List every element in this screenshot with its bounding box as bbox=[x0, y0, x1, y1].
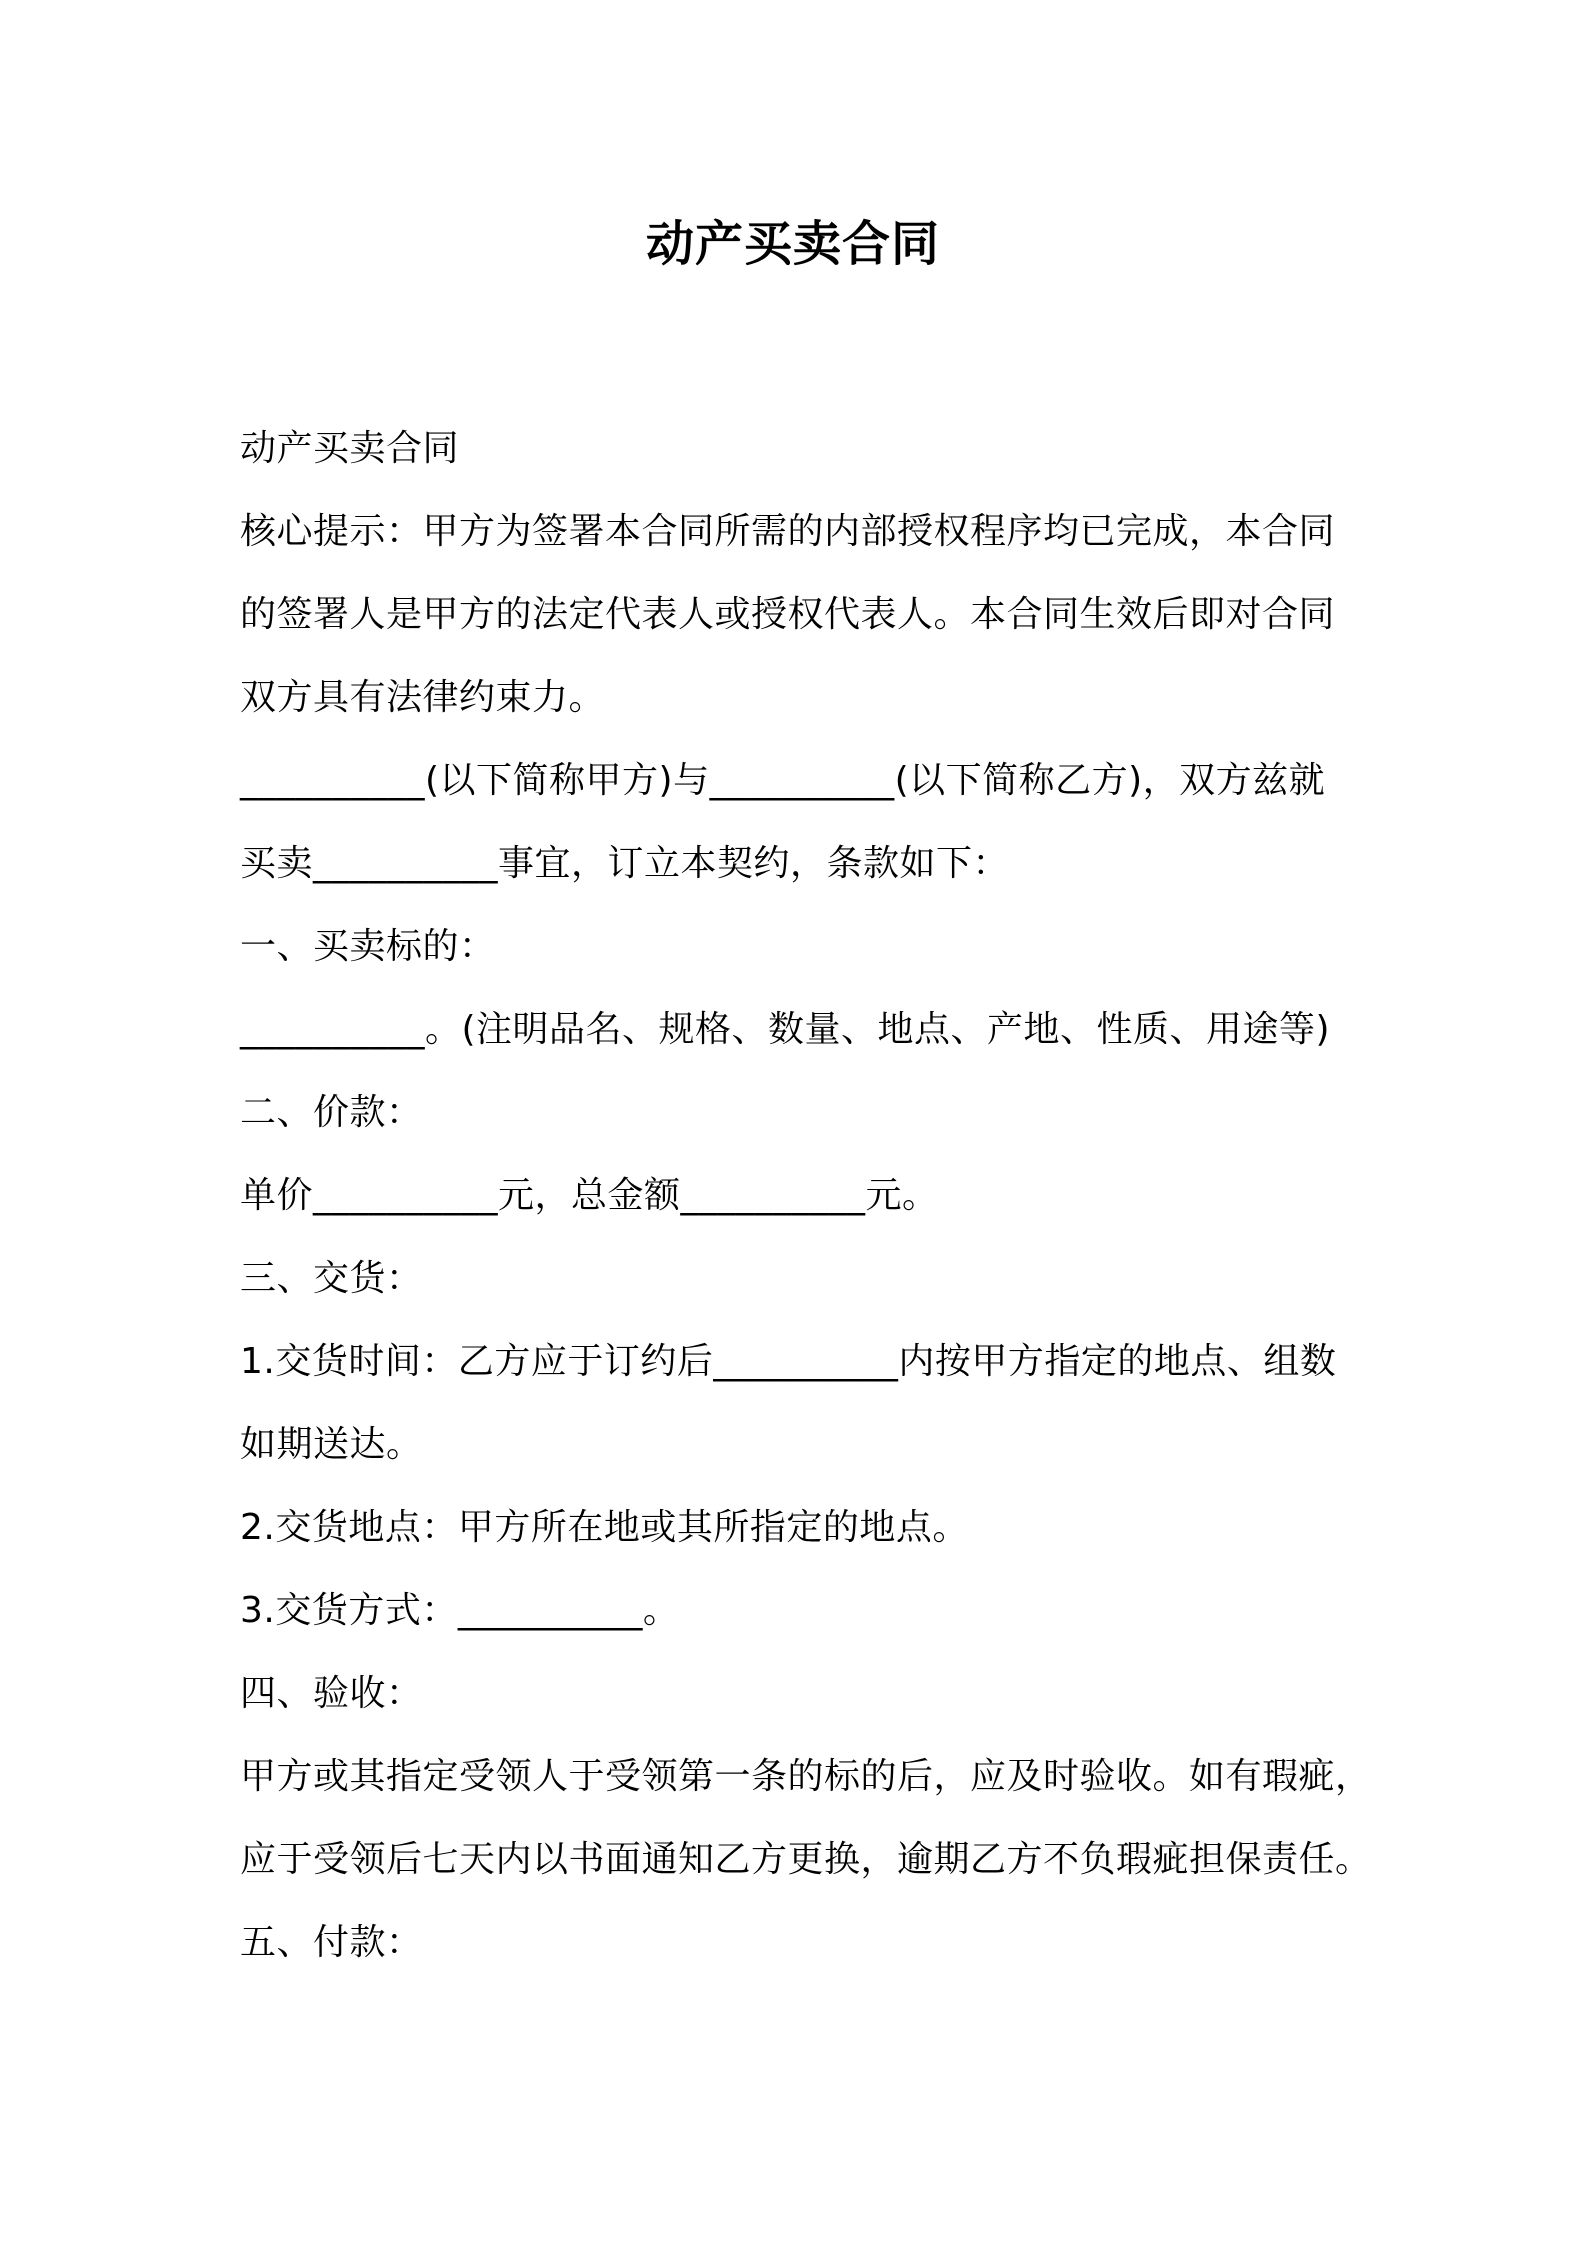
body-line-parties-cont: 买卖__________事宜，订立本契约，条款如下： bbox=[240, 843, 1010, 884]
body-line-inspection: 甲方或其指定受领人于受领第一条的标的后，应及时验收。如有瑕疵， bbox=[240, 1756, 1372, 1797]
body-line-price: 单价__________元，总金额__________元。 bbox=[240, 1175, 939, 1216]
body-line-subject: __________。(注明品名、规格、数量、地点、产地、性质、用途等) bbox=[240, 1009, 1331, 1050]
document-body bbox=[240, 407, 1370, 1984]
body-line-core-tip-cont: 的签署人是甲方的法定代表人或授权代表人。本合同生效后即对合同 bbox=[240, 594, 1336, 635]
body-line-heading: 动产买卖合同 bbox=[240, 428, 460, 469]
body-line-core-tip-end: 双方具有法律约束力。 bbox=[240, 677, 606, 718]
section-heading-delivery: 三、交货： bbox=[240, 1258, 423, 1299]
body-line-inspection-cont: 应于受领后七天内以书面通知乙方更换，逾期乙方不负瑕疵担保责任。 bbox=[240, 1839, 1372, 1880]
document-title: 动产买卖合同 bbox=[645, 216, 940, 272]
body-line-delivery-time: 1.交货时间：乙方应于订约后__________内按甲方指定的地点、组数 bbox=[240, 1341, 1337, 1382]
body-line-delivery-place: 2.交货地点：甲方所在地或其所指定的地点。 bbox=[240, 1507, 969, 1548]
section-heading-inspection: 四、验收： bbox=[240, 1673, 423, 1714]
body-line-delivery-time-cont: 如期送达。 bbox=[240, 1424, 423, 1465]
section-heading-price: 二、价款： bbox=[240, 1092, 423, 1133]
body-line-core-tip: 核心提示：甲方为签署本合同所需的内部授权程序均已完成，本合同 bbox=[240, 511, 1336, 552]
body-line-parties: __________(以下简称甲方)与__________(以下简称乙方)，双方兹就 bbox=[240, 760, 1326, 801]
body-line-delivery-method: 3.交货方式：__________。 bbox=[240, 1590, 680, 1631]
section-heading-subject: 一、买卖标的： bbox=[240, 926, 496, 967]
section-heading-payment: 五、付款： bbox=[240, 1922, 423, 1963]
